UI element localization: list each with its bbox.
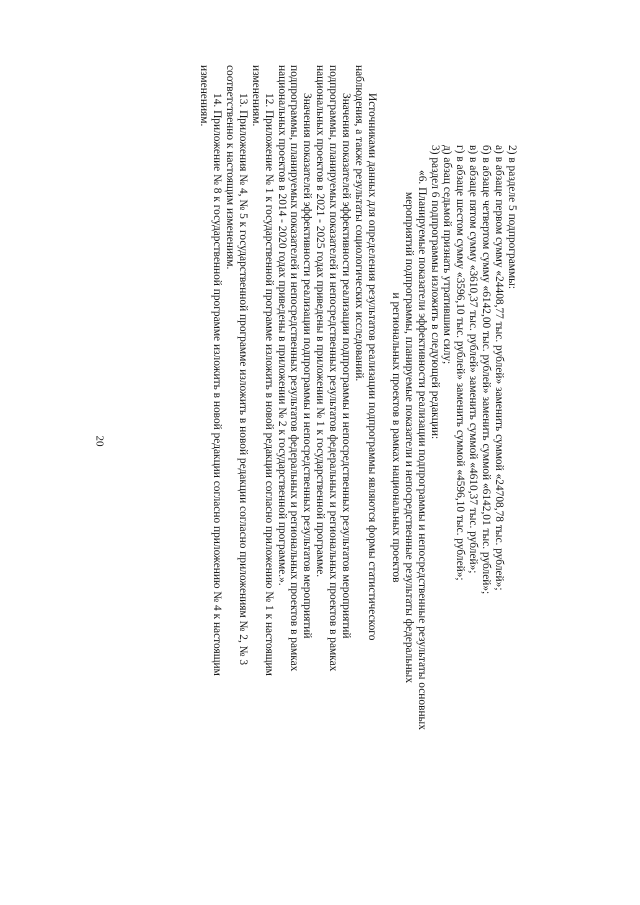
amendment-item: б) в абзаце четвертом сумму «6142,00 тыс. рублей» заменить суммой «6142,01 тыс. рублей»; bbox=[480, 145, 493, 595]
paragraph-line: национальных проектов в 2014 - 2020 годах приведены в приложении № 2 к государственной программе.». bbox=[275, 65, 288, 586]
paragraph-sources bbox=[352, 65, 378, 810]
paragraph-2014-2020 bbox=[275, 65, 314, 810]
paragraph-line: подпрограммы, планируемых показателей и непосредственных результатов федеральных и региональных проектов в рамках bbox=[288, 65, 301, 672]
amendment-item: в) в абзаце пятом сумму «3610,37 тыс. рублей» заменить суммой «4610,37 тыс. рублей»; bbox=[467, 145, 480, 574]
paragraph-line: изменениям. bbox=[198, 65, 211, 127]
paragraph-line: 12. Приложение № 1 к государственной программе изложить в новой редакции согласно приложению № 1 к настоящим bbox=[262, 93, 275, 676]
paragraph-line: подпрограммы, планируемых показателей и непосредственных результатов федеральных и региональных проектов в рамках bbox=[327, 65, 340, 672]
amendment-item: 2) в разделе 5 подпрограммы: bbox=[506, 145, 518, 289]
section-heading-line: и региональных проектов в рамках национальных проектов bbox=[389, 292, 402, 583]
amendment-item: г) в абзаце шестом сумму «3596,10 тыс. рублей» заменить суммой «4596,10 тыс. рублей»; bbox=[454, 145, 467, 581]
paragraph-line: Источниками данных для определения результатов реализации подпрограммы являются формы статистического bbox=[365, 93, 378, 641]
amendment-item: д) абзац седьмой признать утратившим силу; bbox=[441, 145, 454, 365]
paragraph-line: 14. Приложение № 8 к государственной программе изложить в новой редакции согласно приложению № 4 к настоящим bbox=[211, 93, 224, 676]
amendment-item: 3) раздел 6 подпрограммы изложить в следующей редакции: bbox=[428, 145, 441, 440]
paragraph-item-13 bbox=[223, 65, 249, 810]
paragraph-line: 13. Приложения № 4, № 5 к государственной программе изложить в новой редакции согласно приложениям № 2, № 3 bbox=[236, 93, 249, 666]
paragraph-item-14 bbox=[197, 65, 223, 810]
paragraph-line: национальных проектов в 2021 - 2025 годах приведены в приложении № 1 к государственной программе. bbox=[314, 65, 327, 578]
body-paragraphs bbox=[197, 65, 378, 810]
paragraph-line: Значения показателей эффективности реализации подпрограммы и непосредственных результатов мероприятий bbox=[301, 93, 314, 639]
amendment-list bbox=[428, 65, 518, 810]
paragraph-2021-2025 bbox=[313, 65, 352, 810]
paragraph-line: Значения показателей эффективности реализации подпрограммы и непосредственных результатов мероприятий bbox=[340, 93, 353, 639]
page-number: 20 bbox=[93, 435, 106, 447]
paragraph-line: изменениям. bbox=[249, 65, 262, 127]
section-heading-line: мероприятий подпрограммы, планируемые показатели и непосредственные результаты федеральных bbox=[402, 191, 415, 684]
rotated-page-content bbox=[197, 65, 518, 810]
section-heading bbox=[389, 65, 428, 810]
paragraph-line: наблюдения, а также результаты социологических исследований. bbox=[353, 65, 366, 382]
paragraph-line: соответственно к настоящим изменениям. bbox=[223, 65, 236, 270]
paragraph-item-12 bbox=[249, 65, 275, 810]
section-heading-line: «6. Планируемые показатели эффективности реализации подпрограммы и непосредственные результаты основных bbox=[415, 170, 428, 730]
amendment-item: а) в абзаце первом сумму «24408,77 тыс. рублей» заменить суммой «24708,78 тыс. рублей»; bbox=[493, 145, 506, 591]
spacer bbox=[378, 65, 389, 810]
